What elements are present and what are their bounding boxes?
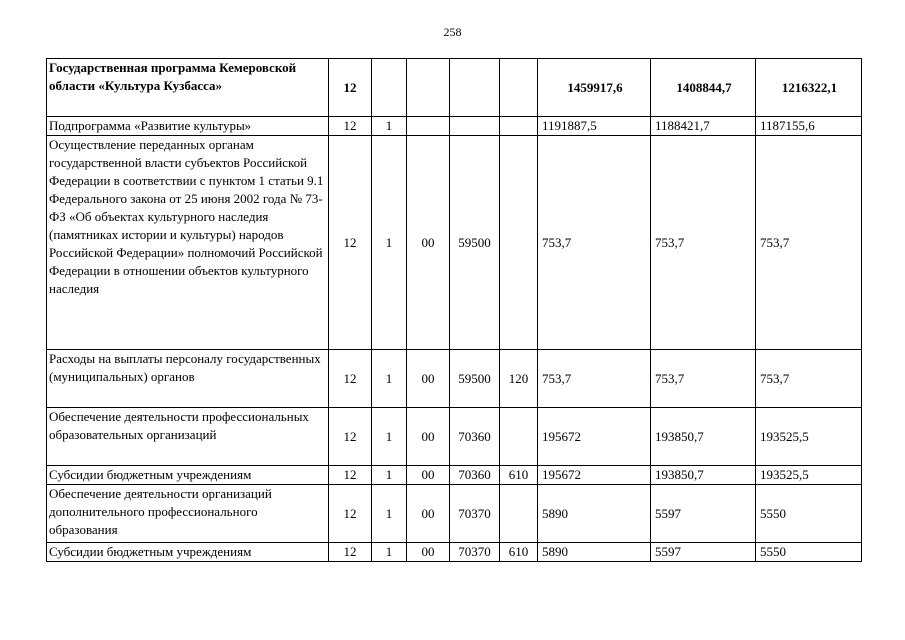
amount-year1-cell: 5890 — [538, 485, 651, 543]
amount-year3-cell: 193525,5 — [756, 466, 862, 485]
expense-code-cell — [450, 117, 500, 136]
amount-year1-cell: 1191887,5 — [538, 117, 651, 136]
gp-code-cell: 12 — [329, 350, 372, 408]
direction-code-cell: 00 — [407, 485, 450, 543]
gp-code-cell: 12 — [329, 466, 372, 485]
direction-code-cell — [407, 117, 450, 136]
expense-type-cell: 610 — [500, 466, 538, 485]
expense-type-cell — [500, 485, 538, 543]
expense-type-cell: 610 — [500, 543, 538, 562]
expense-code-cell: 70370 — [450, 543, 500, 562]
amount-year2-cell: 1188421,7 — [651, 117, 756, 136]
amount-year2-cell: 1408844,7 — [651, 59, 756, 117]
direction-code-cell: 00 — [407, 136, 450, 350]
table-row — [47, 59, 862, 117]
subprogram-code-cell: 1 — [372, 466, 407, 485]
subprogram-code-cell: 1 — [372, 408, 407, 466]
expense-type-cell — [500, 136, 538, 350]
table-row — [47, 136, 862, 350]
amount-year3-cell: 753,7 — [756, 136, 862, 350]
row-name-cell: Субсидии бюджетным учреждениям — [47, 543, 329, 562]
gp-code-cell: 12 — [329, 117, 372, 136]
expense-code-cell: 59500 — [450, 136, 500, 350]
subprogram-code-cell: 1 — [372, 350, 407, 408]
gp-code-cell: 12 — [329, 136, 372, 350]
amount-year2-cell: 193850,7 — [651, 466, 756, 485]
expense-code-cell: 59500 — [450, 350, 500, 408]
amount-year2-cell: 753,7 — [651, 136, 756, 350]
amount-year2-cell: 5597 — [651, 543, 756, 562]
expense-code-cell — [450, 59, 500, 117]
subprogram-code-cell: 1 — [372, 117, 407, 136]
table-row — [47, 117, 862, 136]
amount-year2-cell: 753,7 — [651, 350, 756, 408]
expense-code-cell: 70370 — [450, 485, 500, 543]
expense-type-cell — [500, 59, 538, 117]
gp-code-cell: 12 — [329, 485, 372, 543]
amount-year2-cell: 5597 — [651, 485, 756, 543]
direction-code-cell: 00 — [407, 350, 450, 408]
gp-code-cell: 12 — [329, 59, 372, 117]
direction-code-cell: 00 — [407, 543, 450, 562]
table-row — [47, 466, 862, 485]
direction-code-cell — [407, 59, 450, 117]
amount-year3-cell: 193525,5 — [756, 408, 862, 466]
amount-year3-cell: 1216322,1 — [756, 59, 862, 117]
table-row — [47, 408, 862, 466]
expense-type-cell — [500, 408, 538, 466]
direction-code-cell: 00 — [407, 408, 450, 466]
expense-type-cell: 120 — [500, 350, 538, 408]
table-row — [47, 485, 862, 543]
subprogram-code-cell — [372, 59, 407, 117]
amount-year1-cell: 195672 — [538, 408, 651, 466]
row-name-cell: Субсидии бюджетным учреждениям — [47, 466, 329, 485]
expense-code-cell: 70360 — [450, 466, 500, 485]
page-number: 258 — [443, 25, 462, 39]
amount-year1-cell: 753,7 — [538, 350, 651, 408]
amount-year3-cell: 5550 — [756, 485, 862, 543]
table-row — [47, 350, 862, 408]
gp-code-cell: 12 — [329, 543, 372, 562]
amount-year3-cell: 5550 — [756, 543, 862, 562]
row-name-cell: Осуществление переданных органам государственной власти субъектов Российской Федерации в соответствии с пунктом 1 статьи 9.1 Федерального закона от 25 июня 2002 года № 73-ФЗ «Об объектах культурного наследия (памятниках истории и культуры) народов Российской Федерации» полномочий Российской Федерации в отношении объектов культурного наследия — [47, 136, 329, 350]
table-row — [47, 543, 862, 562]
amount-year1-cell: 195672 — [538, 466, 651, 485]
amount-year1-cell: 753,7 — [538, 136, 651, 350]
expense-code-cell: 70360 — [450, 408, 500, 466]
amount-year3-cell: 753,7 — [756, 350, 862, 408]
expense-type-cell — [500, 117, 538, 136]
subprogram-code-cell: 1 — [372, 136, 407, 350]
row-name-cell: Подпрограмма «Развитие культуры» — [47, 117, 329, 136]
amount-year2-cell: 193850,7 — [651, 408, 756, 466]
budget-table — [46, 58, 862, 562]
subprogram-code-cell: 1 — [372, 543, 407, 562]
gp-code-cell: 12 — [329, 408, 372, 466]
row-name-cell: Государственная программа Кемеровской области «Культура Кузбасса» — [47, 59, 329, 117]
row-name-cell: Расходы на выплаты персоналу государственных (муниципальных) органов — [47, 350, 329, 408]
row-name-cell: Обеспечение деятельности профессиональных образовательных организаций — [47, 408, 329, 466]
row-name-cell: Обеспечение деятельности организаций дополнительного профессионального образования — [47, 485, 329, 543]
amount-year1-cell: 1459917,6 — [538, 59, 651, 117]
amount-year1-cell: 5890 — [538, 543, 651, 562]
subprogram-code-cell: 1 — [372, 485, 407, 543]
direction-code-cell: 00 — [407, 466, 450, 485]
amount-year3-cell: 1187155,6 — [756, 117, 862, 136]
